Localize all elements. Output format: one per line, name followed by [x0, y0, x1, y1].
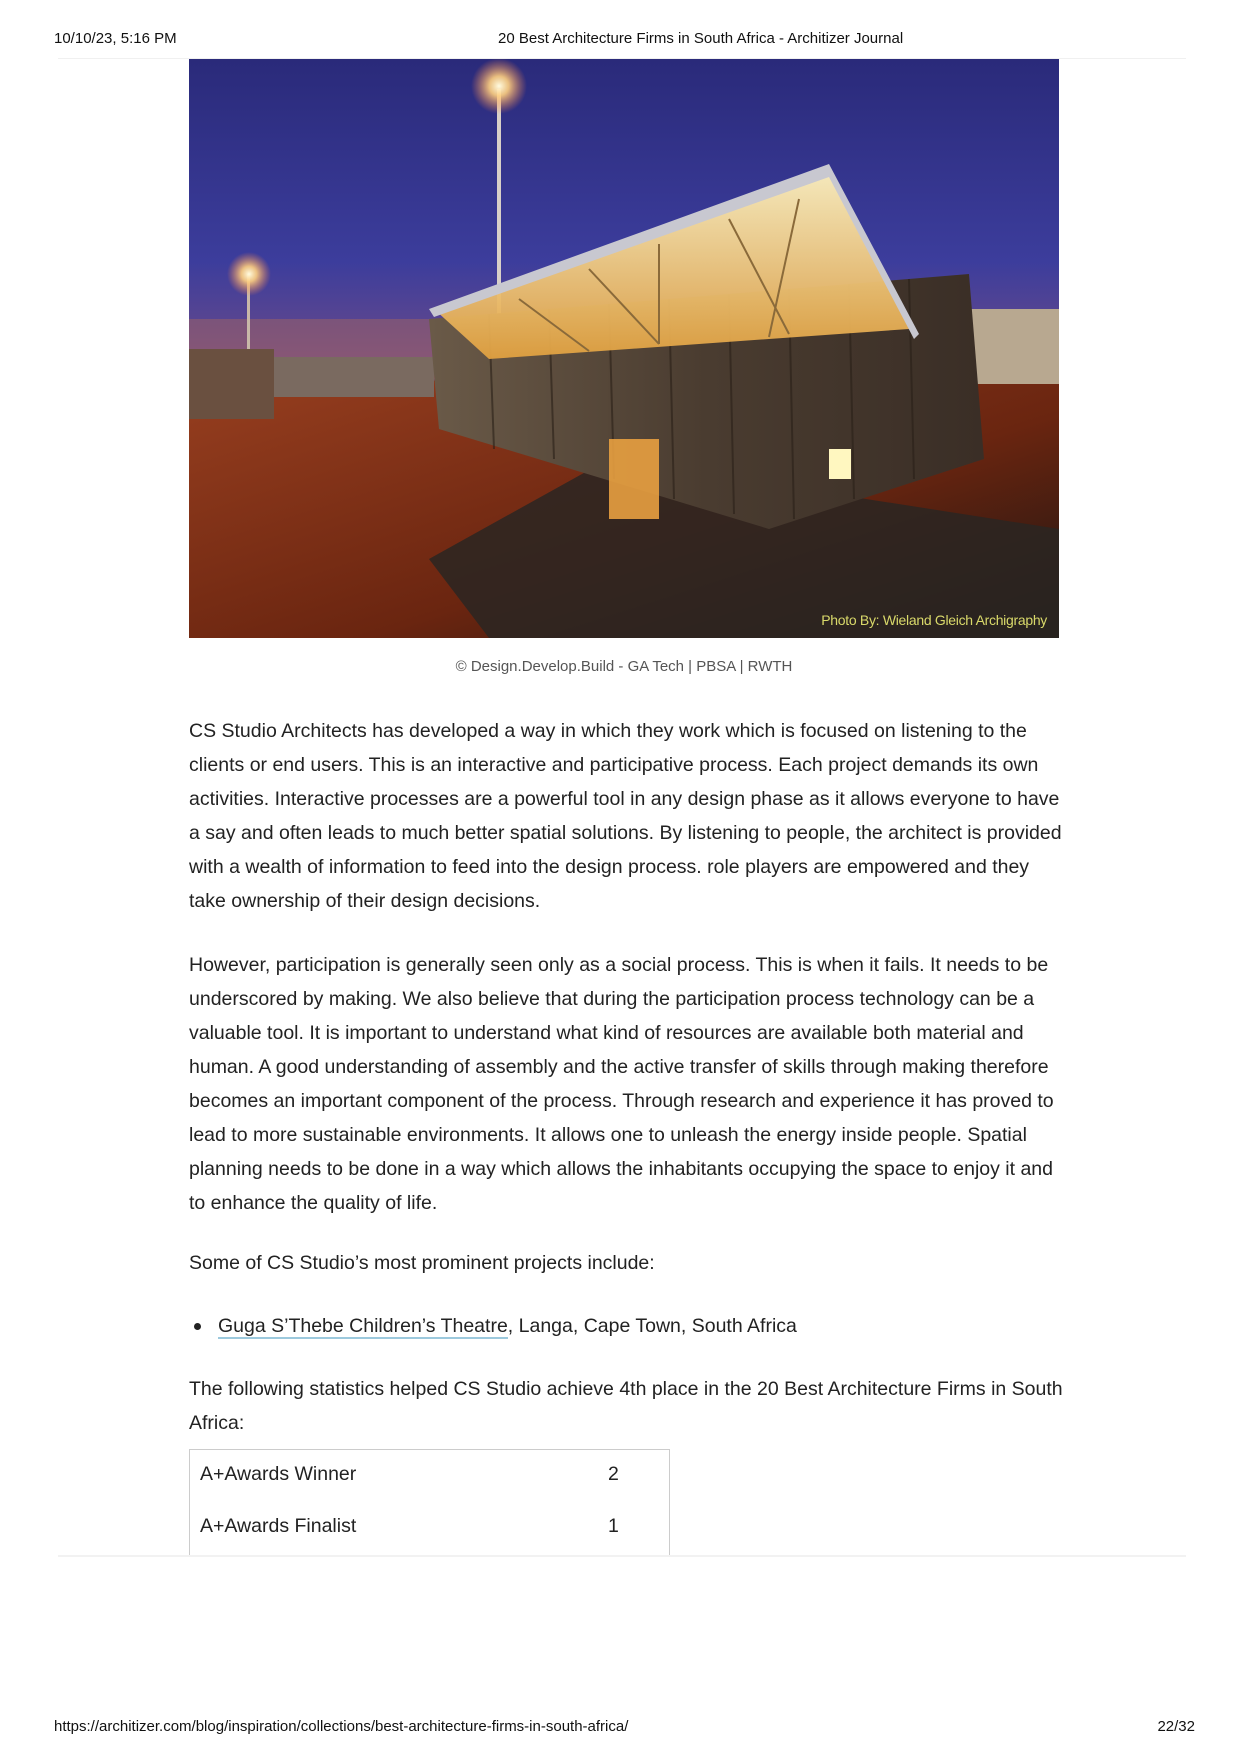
print-datetime: 10/10/23, 5:16 PM	[54, 30, 177, 47]
photo-credit-overlay: Photo By: Wieland Gleich Archigraphy	[821, 612, 1047, 628]
building-photo-illustration	[189, 59, 1059, 638]
print-page-title: 20 Best Architecture Firms in South Africa - Architizer Journal	[498, 30, 904, 47]
stat-value: 1	[608, 1515, 619, 1537]
projects-intro: Some of CS Studio’s most prominent projects include:	[189, 1252, 655, 1274]
print-url: https://architizer.com/blog/inspiration/collections/best-architecture-firms-in-south-africa/	[54, 1718, 629, 1735]
table-row	[190, 1450, 669, 1502]
stat-label: A+Awards Winner	[200, 1463, 357, 1485]
stat-value: 2	[608, 1463, 619, 1485]
article-paragraph: CS Studio Architects has developed a way in which they work which is focused on listening to the clients or end users. This is an interactive and participative process. Each project demands its own activities. Interactive processes are a powerful tool in any design phase as it allows everyone to have a say and often leads to much better spatial solutions. By listening to people, the architect is provided with a wealth of information to feed into the design process. role players are empowered and they take ownership of their design decisions.	[189, 720, 1062, 912]
bullet-icon	[194, 1323, 201, 1330]
stat-label: A+Awards Finalist	[200, 1515, 357, 1537]
page-number: 22/32	[1157, 1718, 1195, 1735]
stats-intro: The following statistics helped CS Studio achieve 4th place in the 20 Best Architecture Firms in South Africa:	[189, 1378, 1063, 1434]
photo-caption: © Design.Develop.Build - GA Tech | PBSA | RWTH	[455, 658, 793, 675]
project-link[interactable]: Guga S’Thebe Children’s Theatre	[218, 1315, 508, 1337]
article-photo	[189, 59, 1059, 638]
divider	[58, 1555, 1186, 1557]
table-row	[190, 1502, 669, 1554]
project-location: , Langa, Cape Town, South Africa	[507, 1315, 797, 1337]
stats-table	[189, 1449, 670, 1556]
article-paragraph: However, participation is generally seen only as a social process. This is when it fails. It needs to be underscored by making. We also believe that during the participation process technology can be a valuable tool. It is important to understand what kind of resources are available both material and human. A good understanding of assembly and the active transfer of skills through making therefore becomes an important component of the process. Through research and experience it has proved to lead to more sustainable environments. It allows one to unleash the energy inside people. Spatial planning needs to be done in a way which allows the inhabitants occupying the space to enjoy it and to enhance the quality of life.	[189, 954, 1054, 1214]
